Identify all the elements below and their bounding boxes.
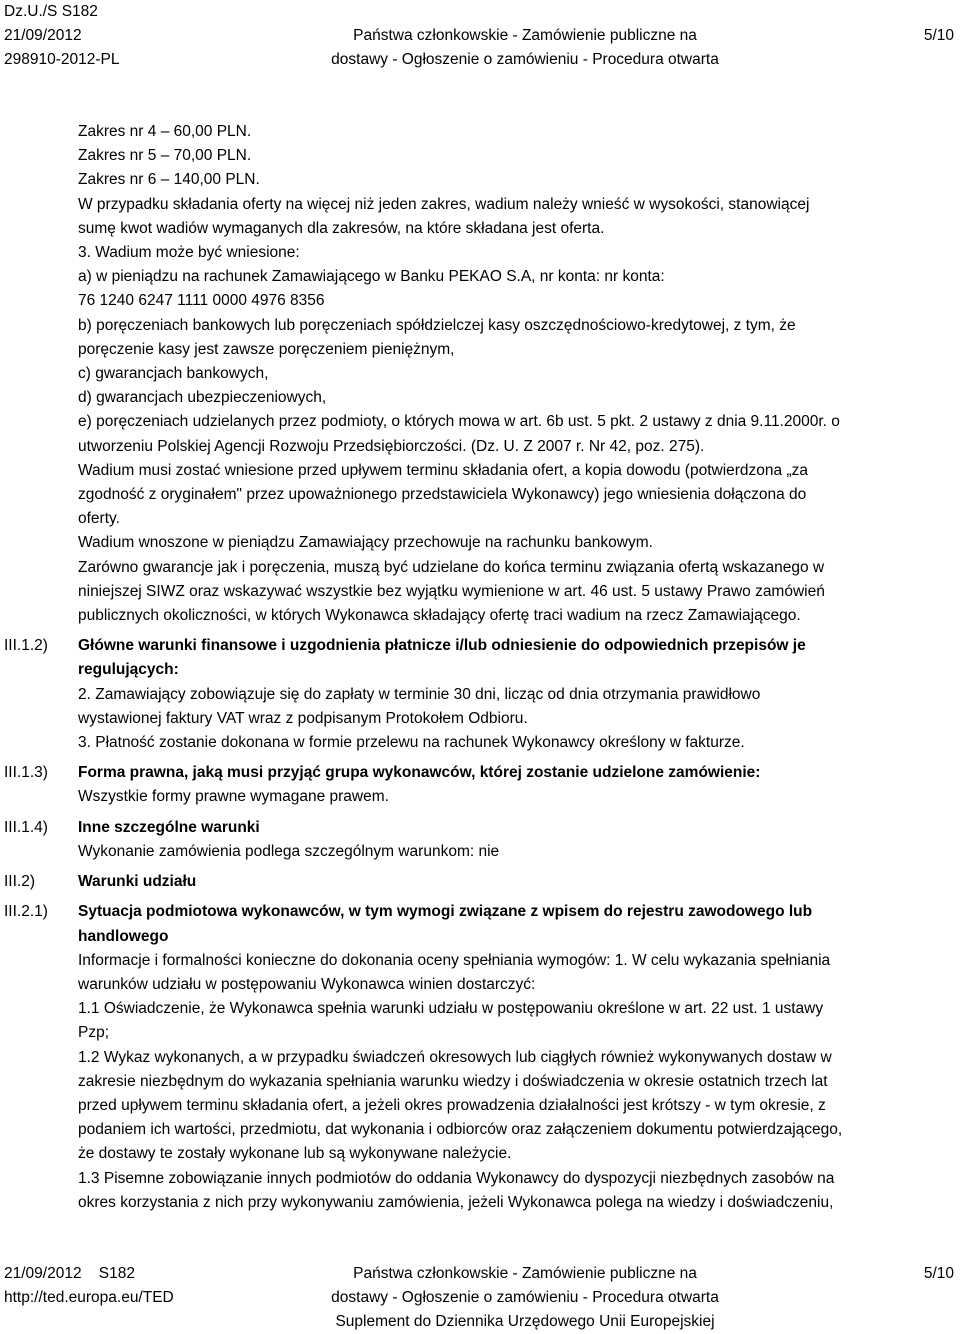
intro-line: niniejszej SIWZ oraz wskazywać wszystkie bez wyjątku wymienione w art. 46 ust. 5 ustawy Prawo zamówień	[78, 582, 825, 600]
footer-title	[250, 1262, 800, 1334]
section	[0, 816, 960, 864]
section-text-line: podaniem ich wartości, przedmiotu, dat wykonania i odbiorców oraz załączeniem dokumentu potwierdzającego,	[78, 1121, 843, 1139]
intro-line: W przypadku składania oferty na więcej niż jeden zakres, wadium należy wnieść w wysokości, stanowiącej	[78, 195, 810, 213]
header-title-line1: Państwa członkowskie - Zamówienie publiczne na	[353, 27, 697, 44]
intro-line: e) poręczeniach udzielanych przez podmioty, o których mowa w art. 6b ust. 5 pkt. 2 ustawy z dnia 9.11.2000r. o	[78, 413, 840, 431]
section-text-line: Wykonanie zamówienia podlega szczególnym warunkom: nie	[78, 842, 500, 860]
intro-line: publicznych okoliczności, w których Wykonawca składający ofertę traci wadium na rzecz Zamawiającego.	[78, 607, 801, 625]
section-body	[78, 870, 954, 894]
document-body	[0, 120, 960, 1215]
intro-line: Zakres nr 5 – 70,00 PLN.	[78, 147, 252, 165]
sections-list	[0, 628, 960, 1215]
section-text-line: przed upływem terminu składania ofert, a jeżeli okres prowadzenia działalności jest krótszy - w tym okresie, z	[78, 1096, 826, 1114]
section-code: III.1.2)	[4, 637, 48, 655]
section-text-line: okres korzystania z nich przy wykonywaniu zamówienia, jeżeli Wykonawca polega na wiedzy i doświadczeniu,	[78, 1193, 834, 1211]
intro-line: 3. Wadium może być wniesione:	[78, 244, 300, 262]
header-ref: Dz.U./S S182	[4, 3, 98, 20]
section-text-line: 3. Płatność zostanie dokonana w formie przelewu na rachunek Wykonawcy określony w fakturze.	[78, 734, 745, 752]
section-body	[78, 816, 954, 864]
section-text-line: Wszystkie formy prawne wymagane prawem.	[78, 788, 389, 806]
page-footer	[0, 1262, 960, 1334]
footer-url: http://ted.europa.eu/TED	[4, 1289, 174, 1306]
header-date: 21/09/2012	[4, 27, 82, 44]
section	[0, 870, 960, 894]
footer-left	[4, 1262, 174, 1310]
header-title-line2: dostawy - Ogłoszenie o zamówieniu - Procedura otwarta	[331, 51, 719, 68]
section-body	[78, 761, 954, 809]
section-text-line: Pzp;	[78, 1024, 110, 1042]
header-page-number: 5/10	[923, 27, 954, 44]
footer-page-number: 5/10	[923, 1265, 954, 1282]
section-text-line: 1.3 Pisemne zobowiązanie innych podmiotów do oddania Wykonawcy do dyspozycji niezbędnych zasobów na	[78, 1169, 835, 1187]
section	[0, 900, 960, 1215]
section-code: III.2)	[4, 873, 36, 891]
intro-line: sumę kwot wadiów wymaganych dla zakresów, na które składana jest oferta.	[78, 219, 605, 237]
section-text-line: wystawionej faktury VAT wraz z podpisanym Protokołem Odbioru.	[78, 709, 528, 727]
section-text-line: 1.2 Wykaz wykonanych, a w przypadku świadczeń okresowych lub ciągłych również wykonywanych dostaw w	[78, 1048, 832, 1066]
intro-line: Wadium wnoszone w pieniądzu Zamawiający przechowuje na rachunku bankowym.	[78, 534, 653, 552]
intro-line: 76 1240 6247 1111 0000 4976 8356	[78, 292, 325, 310]
intro-text	[78, 120, 954, 628]
intro-line: Zakres nr 6 – 140,00 PLN.	[78, 171, 260, 189]
section-text-line: 1.1 Oświadczenie, że Wykonawca spełnia warunki udziału w postępowaniu określone w art. 22 ust. 1 ustawy	[78, 1000, 824, 1018]
intro-line: d) gwarancjach ubezpieczeniowych,	[78, 389, 327, 407]
section-text-line: że dostawy te zostały wykonane lub są wykonywane należycie.	[78, 1145, 512, 1163]
section-text-line: zakresie niezbędnym do wykazania spełniania warunku wiedzy i doświadczenia w okresie ostatnich trzech lat	[78, 1072, 828, 1090]
section-text-line: 2. Zamawiający zobowiązuje się do zapłaty w terminie 30 dni, licząc od dnia otrzymania prawidłowo	[78, 685, 761, 703]
intro-block	[0, 120, 960, 628]
section-heading: regulujących:	[78, 661, 179, 679]
page-header	[0, 0, 960, 72]
section-heading: Forma prawna, jaką musi przyjąć grupa wykonawców, której zostanie udzielone zamówienie:	[78, 764, 761, 782]
section-body	[78, 634, 954, 755]
intro-line: zgodność z oryginałem" przez upoważnionego przedstawiciela Wykonawcy) jego wniesienia dołączona do	[78, 486, 807, 504]
section-heading: Inne szczególne warunki	[78, 818, 260, 836]
section-code: III.2.1)	[4, 903, 48, 921]
section	[0, 761, 960, 809]
footer-title-line2: dostawy - Ogłoszenie o zamówieniu - Procedura otwarta	[331, 1289, 719, 1306]
intro-line: Wadium musi zostać wniesione przed upływem terminu składania ofert, a kopia dowodu (potwierdzona „za	[78, 461, 808, 479]
intro-line: a) w pieniądzu na rachunek Zamawiającego w Banku PEKAO S.A, nr konta: nr konta:	[78, 268, 665, 286]
intro-line: Zakres nr 4 – 60,00 PLN.	[78, 123, 252, 140]
footer-date-issue: 21/09/2012 S182	[4, 1265, 136, 1282]
section-code: III.1.3)	[4, 764, 48, 782]
section-heading: Sytuacja podmiotowa wykonawców, w tym wymogi związane z wpisem do rejestru zawodowego lub	[78, 903, 813, 921]
header-left	[4, 0, 120, 72]
intro-line: utworzeniu Polskiej Agencji Rozwoju Przedsiębiorczości. (Dz. U. Z 2007 r. Nr 42, poz. 275).	[78, 437, 705, 455]
intro-line: Zarówno gwarancje jak i poręczenia, muszą być udzielane do końca terminu związania ofertą wskazanego w	[78, 558, 825, 576]
section-heading: Warunki udziału	[78, 873, 197, 891]
section-heading: Główne warunki finansowe i uzgodnienia płatnicze i/lub odniesienie do odpowiednich przepisów je	[78, 637, 806, 655]
footer-title-line1: Państwa członkowskie - Zamówienie publiczne na	[353, 1265, 697, 1282]
section-text-line: warunków udziału w postępowaniu Wykonawca winien dostarczyć:	[78, 975, 536, 993]
intro-line: c) gwarancjach bankowych,	[78, 365, 269, 383]
footer-title-line3: Suplement do Dziennika Urzędowego Unii Europejskiej	[335, 1313, 715, 1330]
intro-line: poręczenie kasy jest zawsze poręczeniem pieniężnym,	[78, 340, 455, 358]
header-doc-id: 298910-2012-PL	[4, 51, 120, 68]
section-heading: handlowego	[78, 927, 169, 945]
header-title	[250, 0, 800, 72]
section-body	[78, 900, 954, 1215]
intro-line: oferty.	[78, 510, 120, 528]
intro-line: b) poręczeniach bankowych lub poręczeniach spółdzielczej kasy oszczędnościowo-kredytowej, z tym, że	[78, 316, 796, 334]
section-code: III.1.4)	[4, 818, 48, 836]
section	[0, 634, 960, 755]
section-text-line: Informacje i formalności konieczne do dokonania oceny spełniania wymogów: 1. W celu wykazania spełniania	[78, 951, 831, 969]
